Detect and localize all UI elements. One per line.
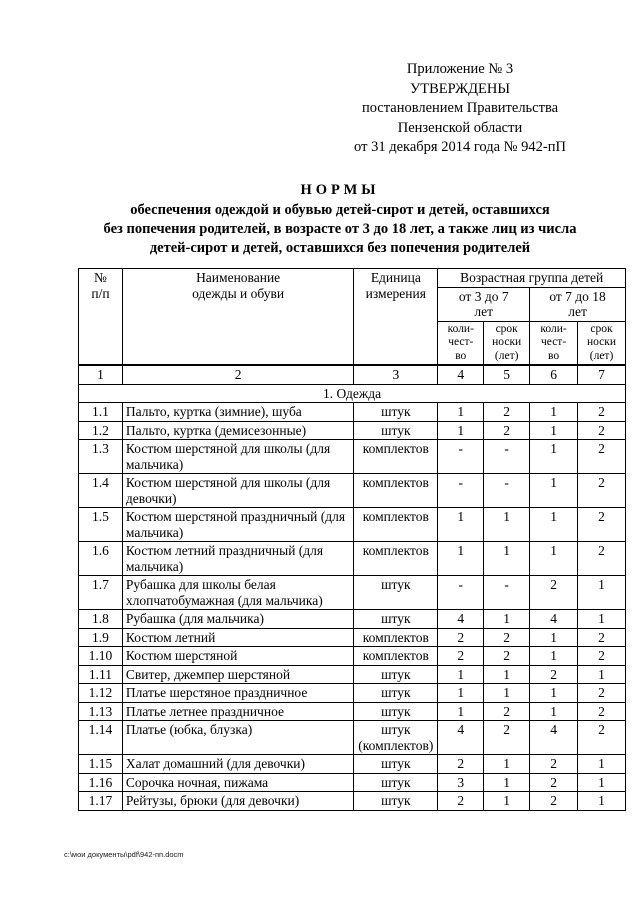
header-unit: Единица измерения xyxy=(354,269,438,366)
column-number: 6 xyxy=(530,365,578,384)
term-7-18: 2 xyxy=(578,440,626,474)
header-row-1 xyxy=(79,269,626,288)
table-row xyxy=(79,610,626,629)
term-3-7: 1 xyxy=(484,542,530,576)
title-line-3: детей-сирот и детей, оставшихся без попечения родителей xyxy=(149,240,531,256)
item-unit: комплектов xyxy=(354,542,438,576)
header-num: № п/п xyxy=(79,269,123,366)
item-name: Рубашка (для мальчика) xyxy=(122,610,353,629)
term-7-18: 2 xyxy=(578,684,626,703)
table-row xyxy=(79,792,626,811)
term-7-18: 1 xyxy=(578,792,626,811)
qty-3-7: 1 xyxy=(438,403,484,422)
header-term-2: срок носки (лет) xyxy=(578,321,626,365)
header-qty-2: коли- чест- во xyxy=(530,321,578,365)
table-row xyxy=(79,474,626,508)
term-3-7: 2 xyxy=(484,421,530,440)
qty-7-18: 2 xyxy=(530,665,578,684)
table-row xyxy=(79,421,626,440)
item-name: Халат домашний (для девочки) xyxy=(122,755,353,774)
term-3-7: - xyxy=(484,576,530,610)
file-path-footer: c:\мои документы\pdf\942-пп.docm xyxy=(64,850,184,859)
column-number: 3 xyxy=(354,365,438,384)
item-unit: штук (комплектов) xyxy=(354,721,438,755)
term-3-7: 1 xyxy=(484,508,530,542)
qty-7-18: 4 xyxy=(530,721,578,755)
item-name: Сорочка ночная, пижама xyxy=(122,773,353,792)
approval-line-3: от 31 декабря 2014 года № 942-пП xyxy=(354,139,566,155)
column-number: 5 xyxy=(484,365,530,384)
qty-7-18: 1 xyxy=(530,440,578,474)
item-unit: штук xyxy=(354,665,438,684)
row-number: 1.1 xyxy=(79,403,123,422)
term-3-7: 2 xyxy=(484,721,530,755)
item-name: Рейтузы, брюки (для девочки) xyxy=(122,792,353,811)
qty-3-7: 4 xyxy=(438,610,484,629)
item-name: Платье шерстяное праздничное xyxy=(122,684,353,703)
column-number-row xyxy=(79,365,626,384)
row-number: 1.8 xyxy=(79,610,123,629)
qty-3-7: - xyxy=(438,440,484,474)
row-number: 1.4 xyxy=(79,474,123,508)
column-number: 2 xyxy=(122,365,353,384)
qty-3-7: 2 xyxy=(438,628,484,647)
header-age-3-7: от 3 до 7 лет xyxy=(438,287,530,321)
item-name: Рубашка для школы белая хлопчатобумажная (для мальчика) xyxy=(122,576,353,610)
item-unit: штук xyxy=(354,702,438,721)
item-unit: комплектов xyxy=(354,647,438,666)
item-unit: штук xyxy=(354,610,438,629)
qty-3-7: 1 xyxy=(438,702,484,721)
term-7-18: 2 xyxy=(578,647,626,666)
table-row xyxy=(79,684,626,703)
header-qty-1: коли- чест- во xyxy=(438,321,484,365)
item-name: Костюм шерстяной для школы (для мальчика) xyxy=(122,440,353,474)
row-number: 1.6 xyxy=(79,542,123,576)
column-number: 4 xyxy=(438,365,484,384)
table-row xyxy=(79,508,626,542)
qty-7-18: 1 xyxy=(530,474,578,508)
term-3-7: 1 xyxy=(484,610,530,629)
term-7-18: 2 xyxy=(578,628,626,647)
item-unit: комплектов xyxy=(354,474,438,508)
approval-block xyxy=(330,60,590,158)
table-row xyxy=(79,773,626,792)
norms-table xyxy=(78,268,626,811)
term-7-18: 2 xyxy=(578,403,626,422)
appendix-label: Приложение № 3 xyxy=(406,61,514,77)
row-number: 1.12 xyxy=(79,684,123,703)
term-7-18: 1 xyxy=(578,610,626,629)
qty-3-7: - xyxy=(438,576,484,610)
qty-3-7: 3 xyxy=(438,773,484,792)
qty-3-7: 1 xyxy=(438,665,484,684)
item-unit: штук xyxy=(354,576,438,610)
table-row xyxy=(79,542,626,576)
title-line-1: обеспечения одеждой и обувью детей-сирот и детей, оставшихся xyxy=(130,202,550,218)
row-number: 1.15 xyxy=(79,755,123,774)
term-7-18: 2 xyxy=(578,542,626,576)
item-name: Костюм летний праздничный (для мальчика) xyxy=(122,542,353,576)
item-name: Свитер, джемпер шерстяной xyxy=(122,665,353,684)
qty-7-18: 2 xyxy=(530,576,578,610)
row-number: 1.5 xyxy=(79,508,123,542)
item-name: Пальто, куртка (зимние), шуба xyxy=(122,403,353,422)
term-7-18: 1 xyxy=(578,773,626,792)
term-3-7: 2 xyxy=(484,647,530,666)
table-row xyxy=(79,403,626,422)
qty-7-18: 1 xyxy=(530,421,578,440)
table-row xyxy=(79,440,626,474)
table-row xyxy=(79,628,626,647)
item-name: Платье летнее праздничное xyxy=(122,702,353,721)
term-3-7: - xyxy=(484,474,530,508)
qty-3-7: 2 xyxy=(438,647,484,666)
header-name: Наименование одежды и обуви xyxy=(122,269,353,366)
section-title: 1. Одежда xyxy=(79,384,626,403)
row-number: 1.10 xyxy=(79,647,123,666)
item-name: Костюм шерстяной для школы (для девочки) xyxy=(122,474,353,508)
term-7-18: 2 xyxy=(578,702,626,721)
qty-3-7: 1 xyxy=(438,508,484,542)
item-name: Пальто, куртка (демисезонные) xyxy=(122,421,353,440)
header-age-group: Возрастная группа детей xyxy=(438,269,626,288)
term-3-7: 2 xyxy=(484,403,530,422)
term-3-7: 1 xyxy=(484,792,530,811)
table-row xyxy=(79,576,626,610)
header-age-7-18: от 7 до 18 лет xyxy=(530,287,626,321)
term-3-7: 1 xyxy=(484,773,530,792)
table-row xyxy=(79,665,626,684)
item-unit: комплектов xyxy=(354,508,438,542)
qty-3-7: 2 xyxy=(438,755,484,774)
qty-7-18: 1 xyxy=(530,647,578,666)
approval-line-2: Пензенской области xyxy=(397,119,523,136)
table-row xyxy=(79,647,626,666)
qty-7-18: 1 xyxy=(530,542,578,576)
item-unit: штук xyxy=(354,755,438,774)
section-row xyxy=(79,384,626,403)
item-name: Костюм летний xyxy=(122,628,353,647)
qty-7-18: 2 xyxy=(530,792,578,811)
row-number: 1.16 xyxy=(79,773,123,792)
table-row xyxy=(79,755,626,774)
term-7-18: 2 xyxy=(578,421,626,440)
qty-7-18: 1 xyxy=(530,403,578,422)
term-7-18: 1 xyxy=(578,755,626,774)
item-unit: штук xyxy=(354,421,438,440)
term-7-18: 2 xyxy=(578,721,626,755)
row-number: 1.17 xyxy=(79,792,123,811)
row-number: 1.13 xyxy=(79,702,123,721)
term-3-7: 1 xyxy=(484,755,530,774)
row-number: 1.11 xyxy=(79,665,123,684)
qty-7-18: 1 xyxy=(530,684,578,703)
qty-3-7: 1 xyxy=(438,542,484,576)
item-unit: штук xyxy=(354,792,438,811)
item-unit: комплектов xyxy=(354,440,438,474)
item-name: Костюм шерстяной праздничный (для мальчика) xyxy=(122,508,353,542)
term-3-7: - xyxy=(484,440,530,474)
item-unit: штук xyxy=(354,684,438,703)
table-row xyxy=(79,702,626,721)
term-7-18: 1 xyxy=(578,665,626,684)
term-3-7: 2 xyxy=(484,702,530,721)
qty-7-18: 2 xyxy=(530,755,578,774)
qty-7-18: 1 xyxy=(530,508,578,542)
qty-7-18: 1 xyxy=(530,702,578,721)
qty-3-7: - xyxy=(438,474,484,508)
approved-label: УТВЕРЖДЕНЫ xyxy=(409,80,511,97)
column-number: 1 xyxy=(79,365,123,384)
column-number: 7 xyxy=(578,365,626,384)
qty-3-7: 4 xyxy=(438,721,484,755)
row-number: 1.9 xyxy=(79,628,123,647)
qty-7-18: 1 xyxy=(530,628,578,647)
row-number: 1.14 xyxy=(79,721,123,755)
term-3-7: 1 xyxy=(484,684,530,703)
approval-line-1: постановлением Правительства xyxy=(361,100,559,116)
term-7-18: 2 xyxy=(578,474,626,508)
qty-7-18: 2 xyxy=(530,773,578,792)
title-line-2: без попечения родителей, в возрасте от 3 до 18 лет, а также лиц из числа xyxy=(103,221,577,237)
qty-3-7: 1 xyxy=(438,421,484,440)
row-number: 1.7 xyxy=(79,576,123,610)
row-number: 1.3 xyxy=(79,440,123,474)
item-unit: штук xyxy=(354,773,438,792)
header-term-1: срок носки (лет) xyxy=(484,321,530,365)
item-unit: штук xyxy=(354,403,438,422)
row-number: 1.2 xyxy=(79,421,123,440)
term-7-18: 2 xyxy=(578,508,626,542)
term-3-7: 2 xyxy=(484,628,530,647)
term-3-7: 1 xyxy=(484,665,530,684)
table-row xyxy=(79,721,626,755)
item-unit: комплектов xyxy=(354,628,438,647)
term-7-18: 1 xyxy=(578,576,626,610)
item-name: Костюм шерстяной xyxy=(122,647,353,666)
qty-7-18: 4 xyxy=(530,610,578,629)
document-title xyxy=(60,181,620,258)
norms-heading: НОРМЫ xyxy=(300,182,380,198)
qty-3-7: 2 xyxy=(438,792,484,811)
qty-3-7: 1 xyxy=(438,684,484,703)
item-name: Платье (юбка, блузка) xyxy=(122,721,353,755)
